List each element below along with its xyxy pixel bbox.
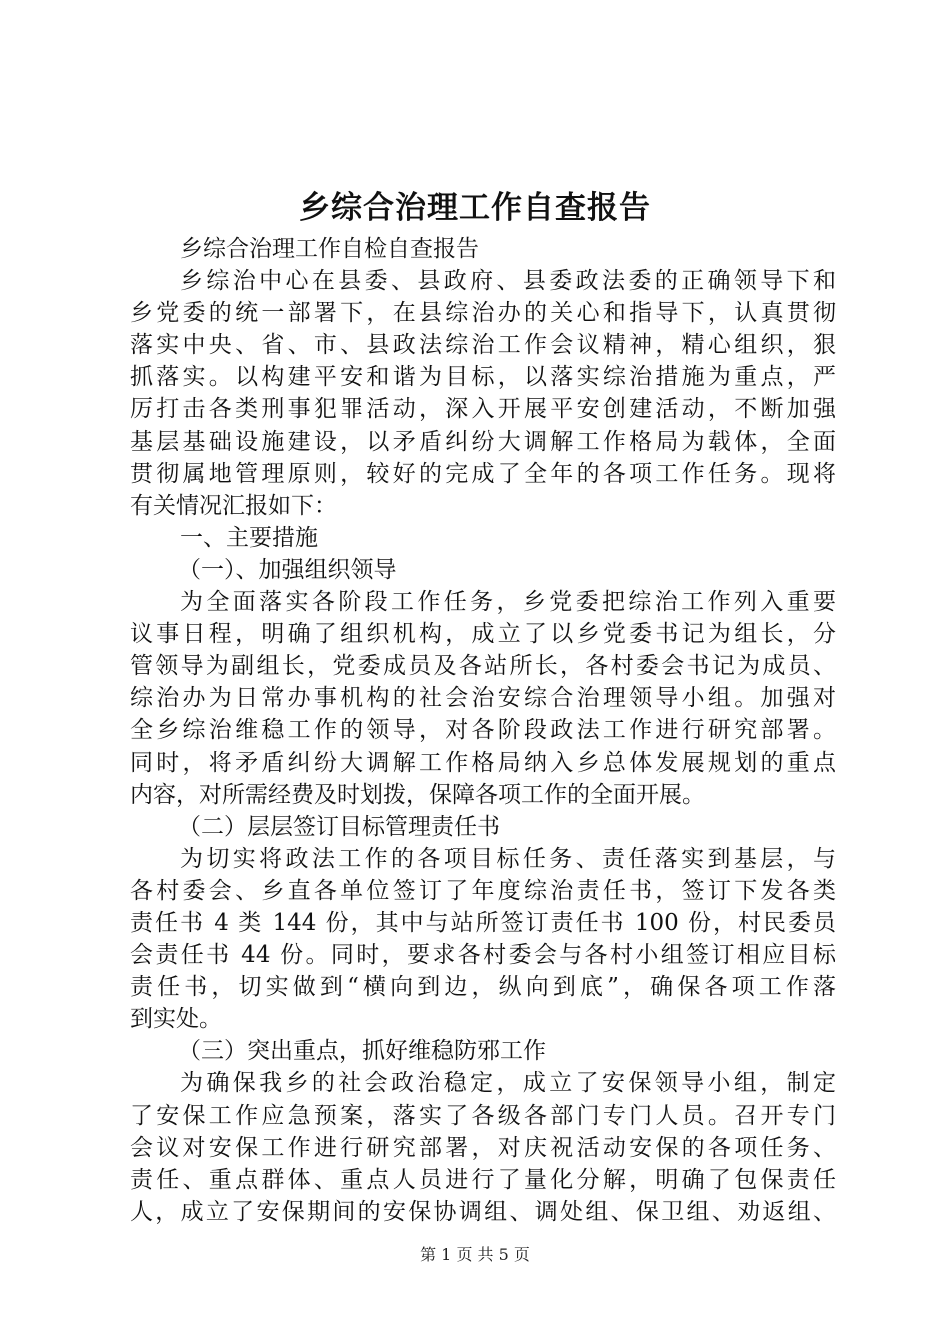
paragraph-line: 有关情况汇报如下： — [130, 492, 337, 519]
paragraph-line: 为确保我乡的社会政治稳定，成立了安保领导小组，制定 — [180, 1070, 836, 1097]
paragraph-line: 责任、重点群体、重点人员进行了量化分解，明确了包保责任 — [130, 1166, 836, 1193]
paragraph-line: 基层基础设施建设，以矛盾纠纷大调解工作格局为载体，全面 — [130, 428, 836, 455]
subsection-heading: （二）层层签订目标管理责任书 — [178, 813, 500, 840]
subsection-heading: （三）突出重点，抓好维稳防邪工作 — [178, 1038, 546, 1065]
paragraph-line: 人，成立了安保期间的安保协调组、调处组、保卫组、劝返组、 — [130, 1198, 836, 1225]
paragraph-line: 同时，将矛盾纠纷大调解工作格局纳入乡总体发展规划的重点 — [130, 749, 836, 776]
paragraph-line: 乡党委的统一部署下，在县综治办的关心和指导下，认真贯彻 — [130, 300, 836, 327]
paragraph-line: 会责任书 44 份。同时，要求各村委会与各村小组签订相应目标 — [130, 942, 836, 969]
section-heading: 一、主要措施 — [180, 524, 318, 551]
paragraph-line: 了安保工作应急预案，落实了各级各部门专门人员。召开专门 — [130, 1102, 836, 1129]
paragraph-line: 到实处。 — [130, 1006, 222, 1033]
paragraph-line: 议事日程，明确了组织机构，成立了以乡党委书记为组长，分 — [130, 621, 836, 648]
paragraph-line: 为切实将政法工作的各项目标任务、责任落实到基层，与 — [180, 845, 836, 872]
paragraph-line: 抓落实。以构建平安和谐为目标，以落实综治措施为重点，严 — [130, 364, 836, 391]
page-footer: 第 1 页 共 5 页 — [420, 1245, 530, 1264]
paragraph-line: 落实中央、省、市、县政法综治工作会议精神，精心组织，狠 — [130, 332, 836, 359]
document-body — [130, 233, 836, 1228]
paragraph-line: 责任书 4 类 144 份，其中与站所签订责任书 100 份，村民委员 — [130, 909, 836, 936]
paragraph-line: 为全面落实各阶段工作任务，乡党委把综治工作列入重要 — [180, 589, 836, 616]
document-title: 乡综合治理工作自查报告 — [299, 190, 651, 226]
paragraph-line: 责任书，切实做到“横向到边，纵向到底”，确保各项工作落 — [130, 974, 836, 1001]
subtitle-line: 乡综合治理工作自检自查报告 — [180, 236, 479, 262]
paragraph-line: 厉打击各类刑事犯罪活动，深入开展平安创建活动，不断加强 — [130, 396, 836, 423]
paragraph-line: 会议对安保工作进行研究部署，对庆祝活动安保的各项任务、 — [130, 1134, 836, 1161]
subsection-heading: （一）、加强组织领导 — [178, 556, 397, 583]
paragraph-line: 乡综治中心在县委、县政府、县委政法委的正确领导下和 — [180, 268, 836, 295]
paragraph-line: 内容，对所需经费及时划拨，保障各项工作的全面开展。 — [130, 781, 705, 808]
paragraph-line: 各村委会、乡直各单位签订了年度综治责任书，签订下发各类 — [130, 877, 836, 904]
paragraph-line: 全乡综治维稳工作的领导，对各阶段政法工作进行研究部署。 — [130, 717, 836, 744]
paragraph-line: 贯彻属地管理原则，较好的完成了全年的各项工作任务。现将 — [130, 460, 836, 487]
paragraph-line: 综治办为日常办事机构的社会治安综合治理领导小组。加强对 — [130, 685, 836, 712]
paragraph-line: 管领导为副组长，党委成员及各站所长，各村委会书记为成员、 — [130, 653, 836, 680]
